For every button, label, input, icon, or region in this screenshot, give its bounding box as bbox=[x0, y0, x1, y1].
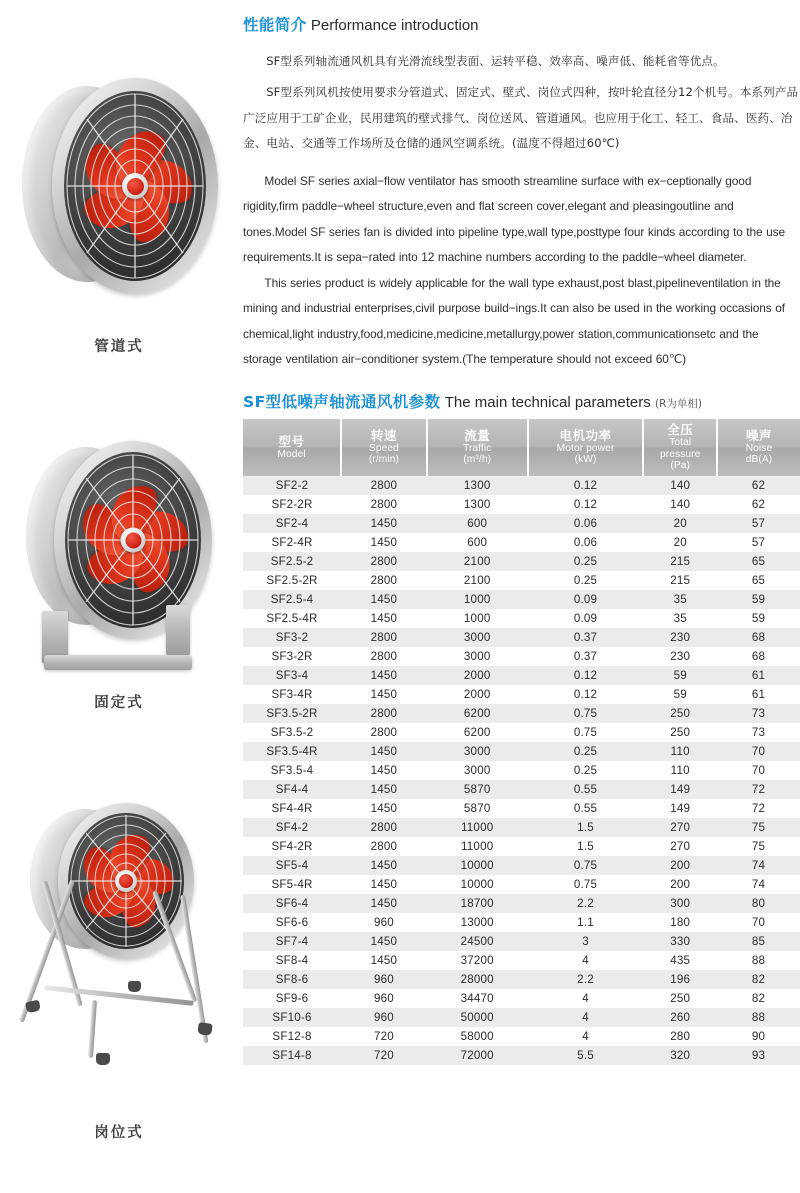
product-caption-duct: 管道式 bbox=[94, 339, 144, 355]
cell-value: 2.2 bbox=[577, 972, 594, 986]
cell-value: 2800 bbox=[370, 821, 398, 835]
column-header-total-pressure bbox=[643, 419, 717, 476]
cell-model: SF4-2 bbox=[275, 821, 309, 835]
cell-model: SF2-4R bbox=[271, 536, 313, 550]
header-cn: 噪声 bbox=[745, 427, 772, 443]
fan-illustration-duct bbox=[14, 60, 224, 325]
cell-value: 20 bbox=[673, 536, 687, 550]
paragraph-cn-1: SF型系列轴流通风机具有光滑流线型表面、运转平稳、效率高、噪声低、能耗省等优点。 bbox=[266, 53, 725, 68]
cell-value: 230 bbox=[670, 650, 691, 664]
cell-value: 18700 bbox=[460, 897, 494, 910]
cell-value: 2000 bbox=[463, 688, 491, 702]
header-cn: 全压 bbox=[667, 422, 694, 438]
cell-value: 0.75 bbox=[573, 707, 598, 721]
cell-value: 250 bbox=[670, 991, 691, 1005]
cell-value: 2800 bbox=[370, 498, 398, 512]
cell-model: SF2.5-4R bbox=[266, 612, 318, 626]
cell-value: 250 bbox=[670, 726, 691, 740]
cell-value: 0.06 bbox=[573, 536, 598, 550]
product-caption-post: 岗位式 bbox=[94, 1125, 144, 1141]
table-row bbox=[243, 951, 800, 970]
cell-value: 57 bbox=[751, 536, 766, 550]
table-row bbox=[243, 628, 800, 647]
cell-value: 1450 bbox=[370, 612, 398, 626]
table-row bbox=[243, 1008, 800, 1027]
cell-value: 73 bbox=[751, 707, 766, 721]
cell-value: 0.12 bbox=[573, 669, 598, 683]
cell-value: 73 bbox=[751, 726, 766, 740]
content-column bbox=[243, 0, 800, 1065]
cell-value: 960 bbox=[373, 915, 394, 929]
cell-value: 65 bbox=[751, 555, 766, 569]
cell-value: 720 bbox=[373, 1048, 394, 1062]
cell-model: SF5-4R bbox=[271, 878, 313, 892]
cell-value: 330 bbox=[670, 934, 691, 948]
cell-value: 215 bbox=[670, 574, 691, 588]
cell-value: 435 bbox=[670, 953, 691, 967]
header-cn: 流量 bbox=[464, 427, 491, 443]
column-header-motor-power bbox=[528, 419, 644, 476]
cell-value: 2800 bbox=[370, 574, 398, 588]
cell-value: 180 bbox=[670, 915, 691, 929]
cell-value: 10000 bbox=[460, 878, 494, 892]
table-row bbox=[243, 989, 800, 1008]
cell-model: SF4-2R bbox=[271, 840, 313, 854]
cell-model: SF4-4R bbox=[271, 802, 313, 816]
table-row bbox=[243, 875, 800, 894]
cell-value: 1300 bbox=[463, 498, 491, 512]
cell-value: 1450 bbox=[370, 745, 398, 759]
cell-value: 260 bbox=[670, 1010, 691, 1024]
paragraph-en-2: This series product is widely applicable for the wall type exhaust,post blast,pipelineventilation in the mining and industrial enterprises,civil purpose build−ings.It can also be used in the working occasions of chemical,light industry,food,medicine,medicine,metallurgy,power station,communicationsetc and the storage ventilation air−conditioner system.(The temperature should not exceed 60℃) bbox=[243, 275, 785, 367]
paragraph-cn-2: SF型系列风机按使用要求分管道式、固定式、壁式、岗位式四种，按叶轮直径分12个机号。本系列产品广泛应用于工矿企业，民用建筑的壁式排气、岗位送风、管道通风。也应用于化工、轻工、食品、医药、冶金、电站、交通等工作场所及仓储的通风空调系统。(温度不得超过60℃) bbox=[243, 85, 799, 151]
cell-value: 62 bbox=[751, 498, 766, 512]
cell-value: 2100 bbox=[463, 555, 491, 569]
cell-value: 600 bbox=[467, 536, 488, 550]
cell-value: 1000 bbox=[463, 612, 491, 626]
cell-model: SF2-2 bbox=[275, 479, 309, 493]
cell-value: 3000 bbox=[463, 650, 491, 664]
cell-value: 140 bbox=[670, 479, 691, 493]
table-row bbox=[243, 609, 800, 628]
cell-model: SF4-4 bbox=[275, 783, 309, 797]
table-row bbox=[243, 495, 800, 514]
table-row bbox=[243, 761, 800, 780]
cell-value: 960 bbox=[373, 1010, 394, 1024]
cell-value: 230 bbox=[670, 631, 691, 645]
cell-value: 1450 bbox=[370, 802, 398, 816]
cell-value: 6200 bbox=[463, 707, 491, 721]
table-row bbox=[243, 666, 800, 685]
header-en: Total pressure (Pa) bbox=[659, 437, 701, 472]
cell-value: 1000 bbox=[463, 593, 491, 607]
cell-value: 59 bbox=[751, 612, 766, 626]
table-row bbox=[243, 514, 800, 533]
table-header-row bbox=[243, 419, 800, 476]
cell-value: 3000 bbox=[463, 764, 491, 778]
table-row bbox=[243, 685, 800, 704]
cell-model: SF3-2 bbox=[275, 631, 309, 645]
table-row bbox=[243, 723, 800, 742]
cell-model: SF7-4 bbox=[275, 934, 309, 948]
header-cn: 电机功率 bbox=[559, 427, 612, 443]
cell-value: 37200 bbox=[460, 953, 494, 967]
header-cn: 型号 bbox=[278, 433, 305, 449]
cell-value: 6200 bbox=[463, 726, 491, 740]
cell-model: SF3-2R bbox=[271, 650, 313, 664]
cell-value: 0.12 bbox=[573, 688, 598, 702]
cell-model: SF6-6 bbox=[275, 915, 309, 929]
cell-model: SF3.5-2 bbox=[270, 726, 314, 740]
table-row bbox=[243, 647, 800, 666]
cell-value: 4 bbox=[582, 953, 589, 967]
cell-value: 24500 bbox=[460, 934, 494, 948]
cell-model: SF2.5-4 bbox=[270, 593, 314, 607]
cell-model: SF2-4 bbox=[275, 517, 309, 531]
cell-value: 2800 bbox=[370, 840, 398, 854]
fan-illustration-post bbox=[12, 795, 227, 1115]
product-figure-duct bbox=[0, 60, 238, 356]
parameters-heading-en: The main technical parameters bbox=[444, 393, 651, 411]
cell-value: 59 bbox=[673, 688, 687, 702]
cell-value: 34470 bbox=[460, 991, 494, 1005]
parameters-heading bbox=[243, 393, 800, 413]
cell-value: 1450 bbox=[370, 783, 398, 797]
cell-value: 149 bbox=[670, 802, 691, 816]
cell-value: 1450 bbox=[370, 688, 398, 702]
table-row bbox=[243, 1046, 800, 1065]
cell-value: 3 bbox=[582, 934, 589, 948]
table-row bbox=[243, 590, 800, 609]
table-row bbox=[243, 476, 800, 495]
table-row bbox=[243, 837, 800, 856]
cell-value: 1450 bbox=[370, 878, 398, 892]
cell-value: 3000 bbox=[463, 631, 491, 645]
cell-value: 110 bbox=[670, 764, 690, 778]
cell-value: 0.09 bbox=[573, 593, 598, 607]
cell-value: 72000 bbox=[460, 1048, 494, 1062]
cell-value: 4 bbox=[582, 991, 589, 1005]
header-en: Motor power (kW) bbox=[556, 442, 615, 466]
cell-value: 93 bbox=[751, 1048, 766, 1062]
cell-value: 0.75 bbox=[573, 859, 598, 873]
cell-value: 1450 bbox=[370, 897, 398, 910]
cell-value: 1450 bbox=[370, 593, 398, 607]
cell-model: SF3-4R bbox=[271, 688, 313, 702]
cell-value: 720 bbox=[373, 1029, 394, 1043]
table-row bbox=[243, 1027, 800, 1046]
paragraph-en-1: Model SF series axial−flow ventilator has smooth streamline surface with ex−ceptionally good rigidity,firm paddle−wheel structure,even and flat screen cover,elegant and pleasingoutline and tones.Model SF series fan is divided into pipeline type,wall type,posttype four kinds according to the use requirements.It is sepa−rated into 12 machine numbers according to the paddle−wheel diameter. bbox=[243, 173, 786, 265]
cell-model: SF14-8 bbox=[272, 1048, 312, 1062]
cell-model: SF8-6 bbox=[275, 972, 309, 986]
specification-table bbox=[243, 419, 800, 1065]
cell-value: 300 bbox=[670, 897, 691, 910]
cell-value: 0.25 bbox=[573, 764, 598, 778]
cell-value: 196 bbox=[670, 972, 691, 986]
cell-value: 1450 bbox=[370, 517, 398, 531]
product-figure-fixed bbox=[0, 433, 238, 712]
cell-value: 2.2 bbox=[577, 897, 594, 910]
cell-value: 10000 bbox=[460, 859, 494, 873]
cell-value: 11000 bbox=[461, 821, 494, 835]
table-row bbox=[243, 704, 800, 723]
table-row bbox=[243, 799, 800, 818]
cell-value: 75 bbox=[751, 840, 766, 854]
cell-model: SF3.5-4R bbox=[266, 745, 318, 759]
table-row bbox=[243, 932, 800, 951]
cell-value: 35 bbox=[673, 593, 687, 607]
performance-heading bbox=[243, 16, 800, 36]
cell-value: 1450 bbox=[370, 536, 398, 550]
cell-value: 82 bbox=[751, 991, 766, 1005]
cell-value: 149 bbox=[670, 783, 691, 797]
cell-value: 11000 bbox=[461, 840, 494, 854]
cell-model: SF2.5-2 bbox=[270, 555, 314, 569]
cell-value: 0.37 bbox=[573, 650, 598, 664]
cell-value: 4 bbox=[582, 1029, 589, 1043]
cell-value: 70 bbox=[751, 764, 766, 778]
cell-value: 140 bbox=[670, 498, 691, 512]
cell-value: 270 bbox=[670, 840, 691, 854]
cell-value: 2100 bbox=[463, 574, 491, 588]
cell-value: 3000 bbox=[463, 745, 491, 759]
cell-value: 59 bbox=[751, 593, 766, 607]
cell-value: 88 bbox=[751, 1010, 766, 1024]
cell-value: 4 bbox=[582, 1010, 589, 1024]
cell-model: SF9-6 bbox=[275, 991, 309, 1005]
cell-value: 0.75 bbox=[573, 726, 598, 740]
cell-value: 70 bbox=[751, 745, 766, 759]
column-header-noise bbox=[717, 419, 800, 476]
cell-value: 50000 bbox=[460, 1010, 494, 1024]
performance-heading-en: Performance introduction bbox=[310, 17, 479, 34]
cell-value: 215 bbox=[670, 555, 691, 569]
fan-illustration-fixed bbox=[14, 433, 224, 683]
cell-value: 0.12 bbox=[573, 498, 598, 512]
cell-value: 20 bbox=[673, 517, 687, 531]
cell-value: 0.37 bbox=[573, 631, 598, 645]
cell-value: 68 bbox=[751, 631, 766, 645]
cell-value: 28000 bbox=[460, 972, 494, 986]
cell-value: 13000 bbox=[460, 915, 494, 929]
performance-cn-text bbox=[243, 49, 800, 157]
column-header-speed bbox=[341, 419, 427, 476]
cell-value: 2800 bbox=[370, 707, 398, 721]
header-en: Noise dB(A) bbox=[745, 442, 773, 466]
table-row bbox=[243, 913, 800, 932]
cell-value: 0.12 bbox=[573, 479, 598, 493]
cell-value: 35 bbox=[673, 612, 687, 626]
cell-value: 5870 bbox=[463, 802, 491, 816]
product-caption-fixed: 固定式 bbox=[94, 695, 144, 711]
cell-value: 1.1 bbox=[577, 915, 594, 929]
cell-value: 5870 bbox=[463, 783, 491, 797]
cell-value: 600 bbox=[467, 517, 488, 531]
cell-value: 82 bbox=[751, 972, 766, 986]
cell-value: 58000 bbox=[460, 1029, 494, 1043]
cell-value: 2000 bbox=[463, 669, 491, 683]
cell-model: SF5-4 bbox=[275, 859, 309, 873]
cell-value: 1450 bbox=[370, 953, 398, 967]
cell-value: 270 bbox=[670, 821, 691, 835]
cell-value: 0.75 bbox=[573, 878, 598, 892]
cell-model: SF6-4 bbox=[275, 897, 309, 910]
cell-value: 90 bbox=[751, 1029, 766, 1043]
cell-value: 2800 bbox=[370, 479, 398, 493]
cell-model: SF10-6 bbox=[272, 1010, 312, 1024]
cell-value: 61 bbox=[751, 669, 766, 683]
cell-model: SF3-4 bbox=[275, 669, 309, 683]
cell-value: 0.06 bbox=[573, 517, 598, 531]
column-header-model bbox=[243, 419, 341, 476]
header-en: Speed (r/min) bbox=[368, 442, 399, 466]
cell-value: 72 bbox=[751, 802, 766, 816]
specification-table-body bbox=[243, 476, 800, 1065]
table-row bbox=[243, 970, 800, 989]
cell-model: SF2.5-2R bbox=[266, 574, 318, 588]
cell-value: 75 bbox=[751, 821, 766, 835]
table-row bbox=[243, 818, 800, 837]
cell-value: 74 bbox=[751, 859, 766, 873]
cell-value: 2800 bbox=[370, 631, 398, 645]
parameters-heading-cn: SF型低噪声轴流通风机参数 bbox=[243, 392, 441, 411]
cell-value: 5.5 bbox=[577, 1048, 594, 1062]
cell-value: 88 bbox=[751, 953, 766, 967]
performance-heading-cn: 性能简介 bbox=[243, 16, 307, 34]
cell-value: 65 bbox=[751, 574, 766, 588]
table-row bbox=[243, 742, 800, 761]
table-row bbox=[243, 894, 800, 913]
product-image-column bbox=[0, 0, 238, 1193]
cell-value: 61 bbox=[751, 688, 766, 702]
cell-value: 1450 bbox=[370, 764, 398, 778]
cell-value: 1450 bbox=[370, 669, 398, 683]
cell-value: 250 bbox=[670, 707, 691, 721]
header-en: Model bbox=[277, 448, 306, 460]
cell-value: 85 bbox=[751, 934, 766, 948]
cell-model: SF12-8 bbox=[272, 1029, 312, 1043]
cell-value: 1450 bbox=[370, 859, 398, 873]
cell-value: 200 bbox=[670, 859, 691, 873]
cell-value: 2800 bbox=[370, 726, 398, 740]
cell-value: 1450 bbox=[370, 934, 398, 948]
cell-model: SF2-2R bbox=[271, 498, 313, 512]
cell-value: 200 bbox=[670, 878, 691, 892]
cell-value: 57 bbox=[751, 517, 766, 531]
cell-value: 1.5 bbox=[577, 821, 594, 835]
cell-model: SF3.5-4 bbox=[270, 764, 314, 778]
cell-value: 0.25 bbox=[573, 555, 598, 569]
cell-model: SF3.5-2R bbox=[266, 707, 318, 721]
cell-value: 68 bbox=[751, 650, 766, 664]
table-row bbox=[243, 856, 800, 875]
cell-value: 0.25 bbox=[573, 574, 598, 588]
product-figure-post bbox=[0, 795, 238, 1142]
cell-value: 0.09 bbox=[573, 612, 598, 626]
cell-value: 72 bbox=[751, 783, 766, 797]
cell-value: 59 bbox=[673, 669, 687, 683]
cell-value: 2800 bbox=[370, 555, 398, 569]
cell-value: 280 bbox=[670, 1029, 691, 1043]
performance-en-text bbox=[243, 169, 800, 373]
parameters-note: (R为单相) bbox=[655, 397, 703, 410]
table-row bbox=[243, 571, 800, 590]
table-row bbox=[243, 552, 800, 571]
cell-value: 960 bbox=[373, 991, 394, 1005]
cell-value: 70 bbox=[751, 915, 766, 929]
column-header-traffic bbox=[427, 419, 528, 476]
header-en: Traffic (m³/h) bbox=[462, 442, 492, 466]
cell-value: 80 bbox=[751, 897, 766, 910]
cell-value: 74 bbox=[751, 878, 766, 892]
cell-value: 320 bbox=[670, 1048, 691, 1062]
cell-value: 110 bbox=[670, 745, 690, 759]
cell-value: 0.55 bbox=[573, 802, 598, 816]
cell-value: 1.5 bbox=[577, 840, 594, 854]
cell-value: 960 bbox=[373, 972, 394, 986]
cell-value: 62 bbox=[751, 479, 766, 493]
cell-value: 1300 bbox=[463, 479, 491, 493]
cell-value: 0.55 bbox=[573, 783, 598, 797]
cell-value: 2800 bbox=[370, 650, 398, 664]
cell-value: 0.25 bbox=[573, 745, 598, 759]
header-cn: 转速 bbox=[370, 427, 397, 443]
table-row bbox=[243, 533, 800, 552]
cell-model: SF8-4 bbox=[275, 953, 309, 967]
table-row bbox=[243, 780, 800, 799]
